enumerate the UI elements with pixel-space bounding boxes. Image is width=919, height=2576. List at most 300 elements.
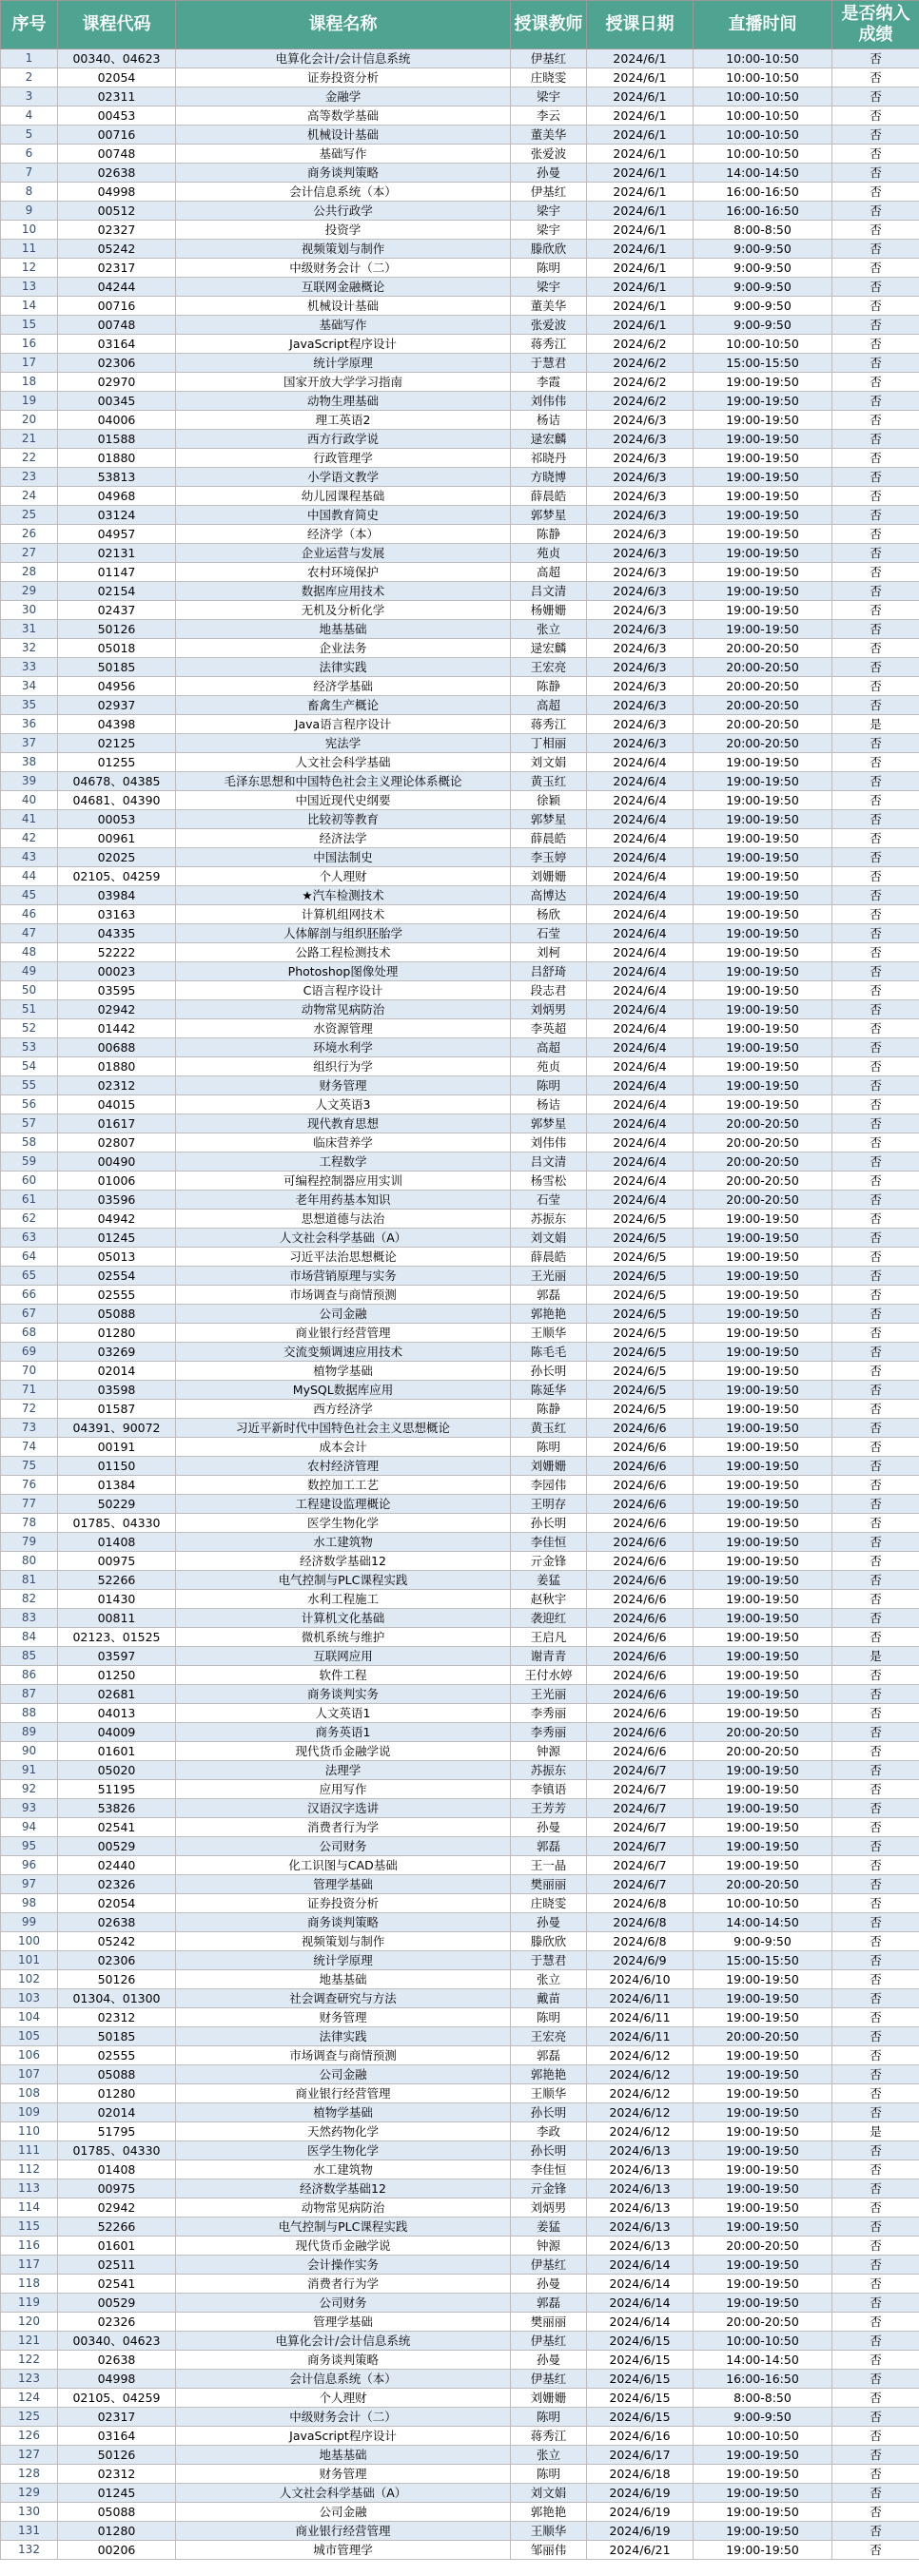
cell-date: 2024/6/7 — [587, 1818, 694, 1837]
cell-date: 2024/6/17 — [587, 2446, 694, 2465]
cell-course-code: 01384 — [58, 1476, 176, 1495]
cell-date: 2024/6/4 — [587, 1152, 694, 1172]
cell-date: 2024/6/3 — [587, 430, 694, 449]
cell-teacher: 于慧君 — [511, 354, 587, 373]
cell-course-name: 经济数学基础12 — [176, 2179, 511, 2198]
cell-course-name: 国家开放大学学习指南 — [176, 373, 511, 392]
table-row — [1, 1324, 919, 1343]
cell-counts-toward-grade: 否 — [832, 1704, 919, 1723]
cell-live-time: 19:00-19:50 — [694, 2103, 832, 2122]
cell-teacher: 苑贞 — [511, 544, 587, 563]
cell-live-time: 19:00-19:50 — [694, 1057, 832, 1076]
table-row — [1, 1951, 919, 1970]
cell-course-name: 商务谈判实务 — [176, 1685, 511, 1704]
cell-date: 2024/6/1 — [587, 316, 694, 335]
cell-live-time: 19:00-19:50 — [694, 582, 832, 601]
cell-seq: 77 — [1, 1495, 58, 1514]
cell-course-name: 会计操作实务 — [176, 2256, 511, 2275]
table-header — [1, 1, 919, 49]
cell-date: 2024/6/1 — [587, 126, 694, 145]
cell-course-code: 00453 — [58, 107, 176, 126]
header-counts-toward-grade: 是否纳入 成绩 — [832, 1, 919, 49]
cell-date: 2024/6/21 — [587, 2541, 694, 2560]
cell-date: 2024/6/12 — [587, 2103, 694, 2122]
cell-live-time: 19:00-19:50 — [694, 772, 832, 791]
cell-course-name: 人文英语3 — [176, 1095, 511, 1114]
cell-live-time: 19:00-19:50 — [694, 2160, 832, 2179]
cell-live-time: 10:00-10:50 — [694, 126, 832, 145]
cell-date: 2024/6/4 — [587, 1191, 694, 1210]
cell-seq: 13 — [1, 278, 58, 297]
cell-course-name: 中国法制史 — [176, 848, 511, 867]
cell-seq: 66 — [1, 1286, 58, 1305]
cell-course-code: 04956 — [58, 677, 176, 696]
table-row — [1, 297, 919, 316]
cell-course-name: 水利工程施工 — [176, 1590, 511, 1609]
cell-live-time: 10:00-10:50 — [694, 2427, 832, 2446]
cell-live-time: 9:00-9:50 — [694, 297, 832, 316]
cell-live-time: 19:00-19:50 — [694, 1856, 832, 1875]
cell-counts-toward-grade: 否 — [832, 2256, 919, 2275]
table-row — [1, 468, 919, 487]
cell-counts-toward-grade: 否 — [832, 734, 919, 753]
cell-seq: 103 — [1, 1989, 58, 2008]
cell-counts-toward-grade: 否 — [832, 1723, 919, 1742]
cell-date: 2024/6/4 — [587, 867, 694, 886]
cell-course-code: 00206 — [58, 2541, 176, 2560]
table-row — [1, 924, 919, 943]
table-row — [1, 1875, 919, 1894]
cell-course-name: 动物生理基础 — [176, 392, 511, 411]
table-row — [1, 2198, 919, 2218]
cell-seq: 43 — [1, 848, 58, 867]
table-row — [1, 1019, 919, 1038]
cell-teacher: 刘柯 — [511, 943, 587, 962]
cell-teacher: 陈静 — [511, 677, 587, 696]
cell-seq: 130 — [1, 2503, 58, 2522]
cell-live-time: 9:00-9:50 — [694, 316, 832, 335]
cell-teacher: 刘文娟 — [511, 2484, 587, 2503]
table-row — [1, 734, 919, 753]
cell-teacher: 伊基红 — [511, 49, 587, 68]
cell-teacher: 郭艳艳 — [511, 1305, 587, 1324]
cell-course-name: 财务管理 — [176, 2465, 511, 2484]
table-row — [1, 867, 919, 886]
cell-seq: 37 — [1, 734, 58, 753]
cell-course-code: 50126 — [58, 2446, 176, 2465]
table-row — [1, 2103, 919, 2122]
cell-course-code: 05242 — [58, 1932, 176, 1951]
cell-counts-toward-grade: 否 — [832, 1248, 919, 1267]
cell-course-code: 03269 — [58, 1343, 176, 1362]
cell-seq: 96 — [1, 1856, 58, 1875]
cell-teacher: 高超 — [511, 696, 587, 715]
cell-course-code: 05018 — [58, 639, 176, 658]
table-row — [1, 68, 919, 87]
cell-course-name: 证券投资分析 — [176, 68, 511, 87]
cell-live-time: 19:00-19:50 — [694, 1837, 832, 1856]
cell-counts-toward-grade: 否 — [832, 107, 919, 126]
cell-teacher: 郭梦星 — [511, 1114, 587, 1133]
cell-counts-toward-grade: 否 — [832, 145, 919, 164]
cell-course-name: 交流变频调速应用技术 — [176, 1343, 511, 1362]
cell-live-time: 19:00-19:50 — [694, 411, 832, 430]
cell-date: 2024/6/1 — [587, 164, 694, 183]
cell-counts-toward-grade: 否 — [832, 1210, 919, 1229]
cell-teacher: 李玉婷 — [511, 848, 587, 867]
table-row — [1, 2046, 919, 2065]
cell-course-name: 机械设计基础 — [176, 126, 511, 145]
cell-live-time: 19:00-19:50 — [694, 924, 832, 943]
cell-course-code: 02440 — [58, 1856, 176, 1875]
cell-live-time: 8:00-8:50 — [694, 2389, 832, 2408]
cell-seq: 24 — [1, 487, 58, 506]
cell-counts-toward-grade: 否 — [832, 1172, 919, 1191]
cell-date: 2024/6/5 — [587, 1381, 694, 1400]
cell-teacher: 亓金锋 — [511, 1552, 587, 1571]
cell-counts-toward-grade: 否 — [832, 1343, 919, 1362]
cell-seq: 71 — [1, 1381, 58, 1400]
cell-course-name: 社会调查研究与方法 — [176, 1989, 511, 2008]
cell-seq: 31 — [1, 620, 58, 639]
cell-counts-toward-grade: 否 — [832, 2141, 919, 2160]
cell-seq: 109 — [1, 2103, 58, 2122]
cell-counts-toward-grade: 否 — [832, 791, 919, 810]
cell-course-name: Java语言程序设计 — [176, 715, 511, 734]
cell-date: 2024/6/6 — [587, 1590, 694, 1609]
cell-counts-toward-grade: 否 — [832, 1324, 919, 1343]
cell-live-time: 19:00-19:50 — [694, 962, 832, 981]
cell-seq: 21 — [1, 430, 58, 449]
cell-counts-toward-grade: 否 — [832, 2294, 919, 2313]
cell-course-code: 02541 — [58, 2275, 176, 2294]
cell-course-name: 毛泽东思想和中国特色社会主义理论体系概论 — [176, 772, 511, 791]
cell-live-time: 19:00-19:50 — [694, 943, 832, 962]
cell-course-name: 水工建筑物 — [176, 1533, 511, 1552]
cell-seq: 10 — [1, 221, 58, 240]
cell-live-time: 10:00-10:50 — [694, 145, 832, 164]
cell-course-code: 52266 — [58, 2218, 176, 2237]
cell-counts-toward-grade: 否 — [832, 2008, 919, 2027]
cell-course-name: 市场调查与商情预测 — [176, 1286, 511, 1305]
cell-seq: 45 — [1, 886, 58, 905]
cell-seq: 86 — [1, 1666, 58, 1685]
cell-seq: 114 — [1, 2198, 58, 2218]
cell-course-name: 统计学原理 — [176, 1951, 511, 1970]
cell-date: 2024/6/2 — [587, 392, 694, 411]
cell-course-name: 会计信息系统（本） — [176, 2370, 511, 2389]
cell-course-code: 01430 — [58, 1590, 176, 1609]
cell-course-code: 00961 — [58, 829, 176, 848]
cell-date: 2024/6/19 — [587, 2522, 694, 2541]
table-row — [1, 1267, 919, 1286]
cell-seq: 47 — [1, 924, 58, 943]
cell-course-name: 老年用药基本知识 — [176, 1191, 511, 1210]
cell-live-time: 20:00-20:50 — [694, 2237, 832, 2256]
table-row — [1, 392, 919, 411]
cell-teacher: 杨雪松 — [511, 1172, 587, 1191]
cell-course-code: 51795 — [58, 2122, 176, 2141]
cell-teacher: 庄晓雯 — [511, 1894, 587, 1913]
cell-counts-toward-grade: 否 — [832, 1400, 919, 1419]
cell-counts-toward-grade: 否 — [832, 1438, 919, 1457]
cell-live-time: 19:00-19:50 — [694, 1019, 832, 1038]
cell-live-time: 9:00-9:50 — [694, 1932, 832, 1951]
cell-teacher: 赵秋宇 — [511, 1590, 587, 1609]
cell-seq: 132 — [1, 2541, 58, 2560]
cell-date: 2024/6/9 — [587, 1951, 694, 1970]
cell-counts-toward-grade: 否 — [832, 164, 919, 183]
cell-teacher: 钟源 — [511, 1742, 587, 1761]
cell-course-name: 现代货币金融学说 — [176, 1742, 511, 1761]
cell-date: 2024/6/15 — [587, 2351, 694, 2370]
cell-teacher: 薛晨皓 — [511, 1248, 587, 1267]
table-row — [1, 2541, 919, 2560]
table-row — [1, 1818, 919, 1837]
cell-counts-toward-grade: 否 — [832, 2446, 919, 2465]
cell-course-name: 中级财务会计（二） — [176, 2408, 511, 2427]
cell-live-time: 20:00-20:50 — [694, 1172, 832, 1191]
cell-course-name: 天然药物化学 — [176, 2122, 511, 2141]
cell-seq: 14 — [1, 297, 58, 316]
cell-course-code: 52266 — [58, 1571, 176, 1590]
cell-course-name: 工程数学 — [176, 1152, 511, 1172]
cell-counts-toward-grade: 是 — [832, 715, 919, 734]
table-row — [1, 943, 919, 962]
cell-course-name: ★汽车检测技术 — [176, 886, 511, 905]
cell-counts-toward-grade: 否 — [832, 2484, 919, 2503]
cell-teacher: 伊基红 — [511, 2370, 587, 2389]
cell-date: 2024/6/3 — [587, 620, 694, 639]
cell-counts-toward-grade: 否 — [832, 2084, 919, 2103]
cell-course-name: 金融学 — [176, 87, 511, 107]
cell-seq: 32 — [1, 639, 58, 658]
cell-live-time: 19:00-19:50 — [694, 2198, 832, 2218]
cell-course-code: 02306 — [58, 354, 176, 373]
cell-course-name: 法理学 — [176, 1761, 511, 1780]
cell-date: 2024/6/3 — [587, 468, 694, 487]
cell-counts-toward-grade: 否 — [832, 1932, 919, 1951]
cell-course-code: 05088 — [58, 2065, 176, 2084]
cell-seq: 35 — [1, 696, 58, 715]
cell-live-time: 19:00-19:50 — [694, 1229, 832, 1248]
cell-counts-toward-grade: 否 — [832, 2275, 919, 2294]
cell-course-name: 水资源管理 — [176, 1019, 511, 1038]
cell-counts-toward-grade: 否 — [832, 297, 919, 316]
cell-teacher: 姜猛 — [511, 2218, 587, 2237]
cell-seq: 100 — [1, 1932, 58, 1951]
cell-course-code: 04009 — [58, 1723, 176, 1742]
cell-live-time: 19:00-19:50 — [694, 791, 832, 810]
cell-counts-toward-grade: 是 — [832, 2122, 919, 2141]
cell-course-code: 00512 — [58, 202, 176, 221]
cell-counts-toward-grade: 否 — [832, 1457, 919, 1476]
cell-course-code: 03163 — [58, 905, 176, 924]
cell-date: 2024/6/14 — [587, 2275, 694, 2294]
cell-seq: 46 — [1, 905, 58, 924]
cell-live-time: 19:00-19:50 — [694, 1076, 832, 1095]
table-row — [1, 487, 919, 506]
cell-counts-toward-grade: 否 — [832, 68, 919, 87]
cell-live-time: 19:00-19:50 — [694, 1000, 832, 1019]
cell-teacher: 郭磊 — [511, 2046, 587, 2065]
cell-counts-toward-grade: 否 — [832, 2503, 919, 2522]
cell-counts-toward-grade: 否 — [832, 1019, 919, 1038]
cell-date: 2024/6/3 — [587, 582, 694, 601]
cell-seq: 73 — [1, 1419, 58, 1438]
cell-course-code: 01442 — [58, 1019, 176, 1038]
cell-teacher: 孙曼 — [511, 1818, 587, 1837]
cell-course-name: 视频策划与制作 — [176, 240, 511, 259]
cell-seq: 122 — [1, 2351, 58, 2370]
cell-date: 2024/6/3 — [587, 601, 694, 620]
cell-seq: 9 — [1, 202, 58, 221]
cell-seq: 51 — [1, 1000, 58, 1019]
cell-course-name: 互联网应用 — [176, 1647, 511, 1666]
cell-course-name: 高等数学基础 — [176, 107, 511, 126]
cell-seq: 131 — [1, 2522, 58, 2541]
cell-date: 2024/6/13 — [587, 2198, 694, 2218]
cell-course-code: 00490 — [58, 1152, 176, 1172]
cell-counts-toward-grade: 否 — [832, 1038, 919, 1057]
cell-course-code: 03124 — [58, 506, 176, 525]
cell-teacher: 陈明 — [511, 2408, 587, 2427]
cell-teacher: 王付水婷 — [511, 1666, 587, 1685]
cell-course-name: 城市管理学 — [176, 2541, 511, 2560]
cell-teacher: 伊基红 — [511, 183, 587, 202]
cell-teacher: 石莹 — [511, 924, 587, 943]
table-row — [1, 1913, 919, 1932]
cell-seq: 121 — [1, 2332, 58, 2351]
table-row — [1, 411, 919, 430]
cell-teacher: 钟源 — [511, 2237, 587, 2256]
cell-counts-toward-grade: 是 — [832, 1647, 919, 1666]
table-row — [1, 772, 919, 791]
cell-course-code: 05088 — [58, 1305, 176, 1324]
table-row — [1, 1438, 919, 1457]
cell-date: 2024/6/6 — [587, 1495, 694, 1514]
cell-date: 2024/6/14 — [587, 2313, 694, 2332]
table-row — [1, 2446, 919, 2465]
cell-date: 2024/6/6 — [587, 1533, 694, 1552]
cell-live-time: 19:00-19:50 — [694, 2218, 832, 2237]
table-row — [1, 696, 919, 715]
cell-seq: 27 — [1, 544, 58, 563]
cell-live-time: 10:00-10:50 — [694, 87, 832, 107]
cell-seq: 58 — [1, 1133, 58, 1152]
cell-live-time: 10:00-10:50 — [694, 335, 832, 354]
cell-teacher: 樊丽丽 — [511, 2313, 587, 2332]
cell-date: 2024/6/5 — [587, 1305, 694, 1324]
table-row — [1, 2256, 919, 2275]
cell-course-name: 理工英语2 — [176, 411, 511, 430]
cell-course-code: 01617 — [58, 1114, 176, 1133]
table-row — [1, 544, 919, 563]
cell-counts-toward-grade: 否 — [832, 1989, 919, 2008]
table-row — [1, 715, 919, 734]
cell-course-name: 企业法务 — [176, 639, 511, 658]
cell-live-time: 14:00-14:50 — [694, 164, 832, 183]
cell-date: 2024/6/6 — [587, 1476, 694, 1495]
cell-seq: 25 — [1, 506, 58, 525]
cell-live-time: 20:00-20:50 — [694, 696, 832, 715]
cell-teacher: 陈静 — [511, 525, 587, 544]
cell-counts-toward-grade: 否 — [832, 2103, 919, 2122]
cell-course-code: 02014 — [58, 1362, 176, 1381]
header-course-name: 课程名称 — [176, 1, 511, 49]
cell-counts-toward-grade: 否 — [832, 392, 919, 411]
cell-date: 2024/6/6 — [587, 1666, 694, 1685]
cell-live-time: 19:00-19:50 — [694, 544, 832, 563]
cell-seq: 22 — [1, 449, 58, 468]
cell-counts-toward-grade: 否 — [832, 962, 919, 981]
table-row — [1, 2179, 919, 2198]
cell-teacher: 张爱波 — [511, 145, 587, 164]
cell-teacher: 董美华 — [511, 126, 587, 145]
cell-seq: 123 — [1, 2370, 58, 2389]
cell-course-name: 无机及分析化学 — [176, 601, 511, 620]
cell-date: 2024/6/1 — [587, 278, 694, 297]
cell-seq: 78 — [1, 1514, 58, 1533]
cell-course-code: 02326 — [58, 1875, 176, 1894]
cell-seq: 33 — [1, 658, 58, 677]
cell-date: 2024/6/13 — [587, 2179, 694, 2198]
cell-course-code: 01588 — [58, 430, 176, 449]
cell-course-name: 畜禽生产概论 — [176, 696, 511, 715]
cell-course-code: 00975 — [58, 1552, 176, 1571]
cell-course-name: 商务谈判策略 — [176, 164, 511, 183]
cell-course-code: 02541 — [58, 1818, 176, 1837]
cell-date: 2024/6/1 — [587, 145, 694, 164]
table-row — [1, 2465, 919, 2484]
table-row — [1, 1381, 919, 1400]
cell-live-time: 20:00-20:50 — [694, 2313, 832, 2332]
table-row — [1, 2141, 919, 2160]
cell-course-name: MySQL数据库应用 — [176, 1381, 511, 1400]
table-row — [1, 2408, 919, 2427]
cell-course-code: 05242 — [58, 240, 176, 259]
cell-teacher: 张立 — [511, 620, 587, 639]
cell-live-time: 20:00-20:50 — [694, 1723, 832, 1742]
cell-course-code: 00716 — [58, 297, 176, 316]
cell-counts-toward-grade: 否 — [832, 1856, 919, 1875]
cell-counts-toward-grade: 否 — [832, 563, 919, 582]
cell-course-name: 管理学基础 — [176, 1875, 511, 1894]
cell-course-code: 04942 — [58, 1210, 176, 1229]
cell-counts-toward-grade: 否 — [832, 1951, 919, 1970]
cell-teacher: 方晓博 — [511, 468, 587, 487]
cell-teacher: 高超 — [511, 563, 587, 582]
cell-seq: 80 — [1, 1552, 58, 1571]
cell-seq: 65 — [1, 1267, 58, 1286]
cell-live-time: 20:00-20:50 — [694, 1191, 832, 1210]
cell-live-time: 20:00-20:50 — [694, 1875, 832, 1894]
cell-course-code: 05013 — [58, 1248, 176, 1267]
table-row — [1, 1133, 919, 1152]
cell-course-code: 02054 — [58, 68, 176, 87]
cell-date: 2024/6/4 — [587, 886, 694, 905]
cell-date: 2024/6/5 — [587, 1229, 694, 1248]
cell-teacher: 孙曼 — [511, 164, 587, 183]
cell-live-time: 19:00-19:50 — [694, 2465, 832, 2484]
cell-counts-toward-grade: 否 — [832, 1837, 919, 1856]
cell-counts-toward-grade: 否 — [832, 620, 919, 639]
cell-date: 2024/6/5 — [587, 1248, 694, 1267]
cell-date: 2024/6/1 — [587, 259, 694, 278]
table-row — [1, 753, 919, 772]
cell-counts-toward-grade: 否 — [832, 2046, 919, 2065]
cell-teacher: 陈明 — [511, 1076, 587, 1095]
